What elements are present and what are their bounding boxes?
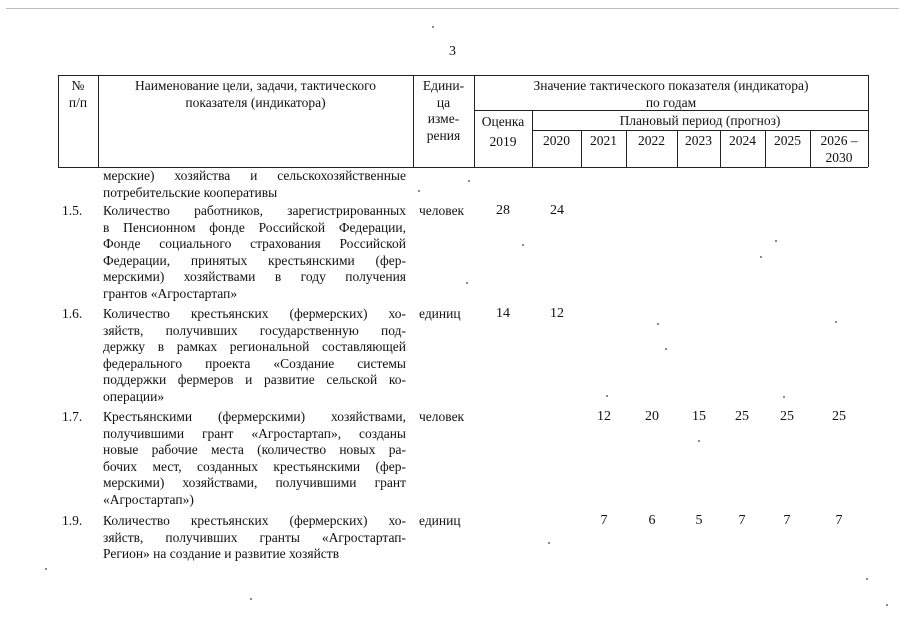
year-2022: 2022 — [638, 133, 665, 148]
header-divider-plan — [532, 130, 868, 131]
scan-edge-line — [6, 8, 899, 9]
value-1-6-2020: 12 — [550, 306, 564, 321]
header-values: Значение тактического показателя (индикатора) по годам — [533, 78, 809, 110]
year-2019: 2019 — [489, 134, 517, 149]
scan-speck — [522, 244, 524, 246]
row-num-1-9: 1.9. — [62, 513, 83, 528]
scan-speck — [468, 180, 470, 182]
row-unit-1-9: единиц — [419, 513, 461, 528]
header-name: Наименование цели, задачи, тактического показателя (индикатора) — [134, 78, 377, 110]
scan-speck — [657, 323, 659, 325]
table-right-border — [868, 75, 869, 167]
row-unit-1-7: человек — [419, 409, 465, 424]
scan-speck — [250, 598, 252, 600]
row-name-1-5: Количество работников, зарегистрированных в Пенсионном фонде Российской Федерации, Фонде социального страхования Российской Федерации, принятых крестьянскими (фер- мерскими) хозяйствами в году получения грантов «Агростартап» — [103, 203, 406, 301]
value-1-9-2023: 5 — [695, 513, 703, 528]
table-row-continuation-name: мерские) хозяйства и сельскохозяйственные потребительские кооперативы — [103, 168, 406, 200]
scan-speck — [548, 542, 550, 544]
scan-speck — [886, 604, 888, 606]
row-num-1-5: 1.5. — [62, 203, 83, 218]
scan-speck — [698, 440, 700, 442]
value-1-9-2024: 7 — [738, 513, 746, 528]
scan-speck — [466, 282, 468, 284]
value-1-7-2024: 25 — [735, 409, 749, 424]
header-plan-period: Плановый период (прогноз) — [619, 113, 781, 128]
scan-speck — [432, 26, 434, 28]
year-2023: 2023 — [685, 133, 712, 148]
value-1-6-2019: 14 — [496, 306, 510, 321]
value-1-5-2019: 28 — [496, 203, 510, 218]
scan-speck — [783, 396, 785, 398]
row-num-1-6: 1.6. — [62, 306, 83, 321]
value-1-7-2025: 25 — [780, 409, 794, 424]
year-2025: 2025 — [774, 133, 801, 148]
row-name-1-6: Количество крестьянских (фермерских) хо- зяйств, получивших государственную под- держку в рамках региональной составляющей федерального проекта «Создание системы поддержки фермеров и развитие сельской ко- операции» — [103, 306, 406, 404]
row-unit-1-6: единиц — [419, 306, 461, 321]
page-number: 3 — [449, 44, 456, 59]
row-num-1-7: 1.7. — [62, 409, 83, 424]
row-unit-1-5: человек — [419, 203, 465, 218]
value-1-9-2025: 7 — [783, 513, 791, 528]
value-1-7-2026-2030: 25 — [832, 409, 846, 424]
value-1-9-2026-2030: 7 — [835, 513, 843, 528]
header-estimate: Оценка — [481, 114, 525, 129]
scan-speck — [45, 568, 47, 570]
year-2021: 2021 — [590, 133, 617, 148]
value-1-9-2022: 6 — [648, 513, 656, 528]
scan-speck — [866, 578, 868, 580]
year-2020: 2020 — [543, 133, 570, 148]
value-1-7-2022: 20 — [645, 409, 659, 424]
year-2024: 2024 — [729, 133, 756, 148]
table-top-border — [58, 75, 868, 76]
value-1-9-2021: 7 — [600, 513, 608, 528]
scan-speck — [418, 190, 420, 192]
value-1-7-2021: 12 — [597, 409, 611, 424]
scan-speck — [760, 256, 762, 258]
row-name-1-7: Крестьянскими (фермерскими) хозяйствами, получившими грант «Агростартап», созданы новые рабочие места (количество новых ра- бочих мест, созданных крестьянскими (фер- мерскими) хозяйствами, получившими грант «Агростартап») — [103, 409, 406, 507]
scan-speck — [775, 240, 777, 242]
row-name-1-9: Количество крестьянских (фермерских) хо- зяйств, получивших гранты «Агростартап- Регион» на создание и развитие хозяйств — [103, 513, 406, 561]
header-unit: Едини- ца изме- рения — [422, 78, 465, 143]
value-1-5-2020: 24 — [550, 203, 564, 218]
header-num: № п/п — [68, 78, 88, 110]
year-2026-2030: 2026 – 2030 — [820, 133, 858, 165]
scan-speck — [606, 395, 608, 397]
value-1-7-2023: 15 — [692, 409, 706, 424]
scan-speck — [665, 348, 667, 350]
scan-speck — [835, 321, 837, 323]
